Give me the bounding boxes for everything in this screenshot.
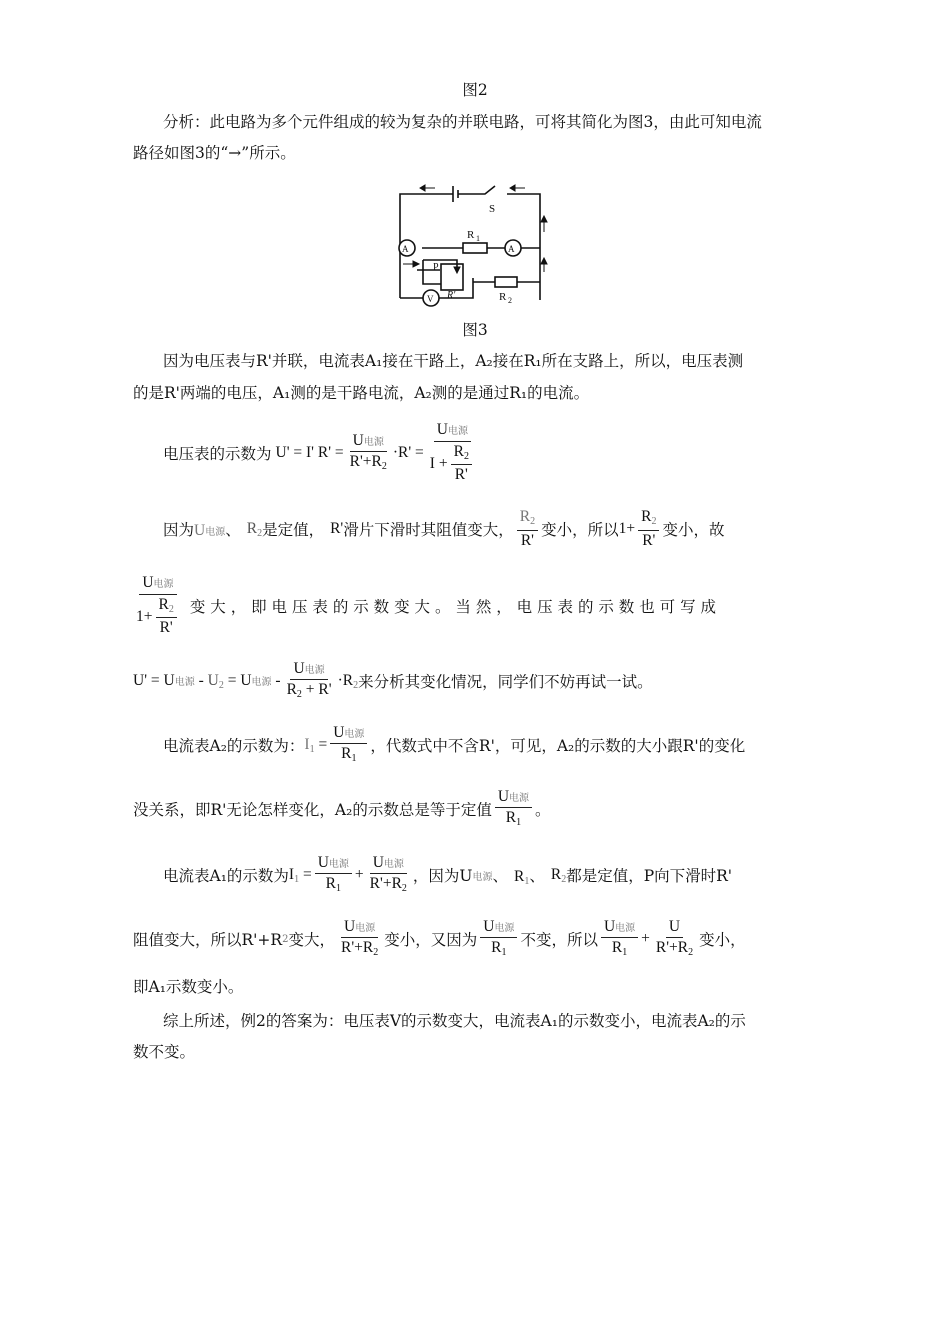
constant-line: 因为 U电源、 R2 是定值， R' 滑片下滑时其阻值变大， $\frac{R2}{R'}$ 变小，所以 1+ $\frac{R2}{R'}$ 变小，故 xyxy=(163,508,725,549)
figure-3-caption: 图3 xyxy=(462,321,488,339)
r1-label: R xyxy=(467,229,475,241)
a2-line-2: 没关系，即R'无论怎样变化，A₂的示数总是等于定值 $\frac{\text{U电源}}{R_1}$ 。 xyxy=(133,788,551,829)
circuit-diagram xyxy=(395,180,555,310)
analysis-line-2: 路径如图3的“→”所示。 xyxy=(133,144,296,162)
a1-label: A xyxy=(402,244,409,254)
alt-expression-line: U' = U电源 - U2 = U电源 - $\frac{\text{U电源}}{R_2 + R'}$ ·R2 来分析其变化情况，同学们不妨再试一试。 xyxy=(133,660,653,701)
because-line-1: 因为电压表与R'并联，电流表A₁接在干路上，A₂接在R₁所在支路上，所以，电压表测 xyxy=(163,352,744,370)
a1-line-2: 阻值变大，所以R'+R 2 变大， $\frac{\text{U电源}}{R'+R_2}$ 变小，又因为 $\frac{\text{U电源}}{R_1}$ 不变，所以 $\frac{\text{U电源}}{R_1}$ + $\frac{U}{R'+R_2}$ 变小， xyxy=(133,918,746,959)
r2-label: R xyxy=(499,291,507,303)
voltmeter-label-text: 电压表的示数为 xyxy=(163,445,272,463)
analysis-line-1: 分析：此电路为多个元件组成的较为复杂的并联电路，可将其简化为图3，由此可知电流 xyxy=(163,113,762,131)
figure-2-caption: 图2 xyxy=(462,81,488,99)
r2-sub: 2 xyxy=(508,296,512,305)
summary-line-2: 数不变。 xyxy=(133,1043,196,1061)
r1-sub: 1 xyxy=(476,234,480,243)
a2-label: A xyxy=(508,244,515,254)
a1-line-3: 即A₁示数变小。 xyxy=(133,978,244,996)
stacked-fraction: U电源 1 + $\frac{R2}{R'}$ xyxy=(133,575,183,636)
because-line-2: 的是R'两端的电压，A₁测的是干路电流，A₂测的是通过R₁的电流。 xyxy=(133,384,590,402)
voltmeter-label: V xyxy=(427,294,434,304)
a1-line-1: 电流表A₁的示数为 I1 = $\frac{\text{U电源}}{R_1}$ + $\frac{\text{U电源}}{R'+R_2}$ ，因为U 电源 、 R1、 R2 都是定值，P向下滑时R' xyxy=(163,854,733,895)
voltmeter-formula-line: 电压表的示数为 U' = I' R' = $\frac{\text{U电源}}{R'+R_2}$ ·R' = U电源 I + $\frac{R_2}{R'}$ xyxy=(163,420,481,486)
a2-line-1: 电流表A₂的示数为： I1 = $\frac{\text{U电源}}{R_1}$ ，代数式中不含R'，可见，A₂的示数的大小跟R'的变化 xyxy=(163,724,746,765)
larger-line: U电源 1 + $\frac{R2}{R'}$ 变 大 ， 即 电 压 表 的 示 数 变 大 。 当 然 ， 电 压 表 的 示 数 也 可 写 成 xyxy=(130,568,818,644)
summary-line-1: 综上所述，例2的答案为：电压表V的示数变大，电流表A₁的示数变小，电流表A₂的示 xyxy=(163,1012,746,1030)
switch-label: S xyxy=(489,203,496,215)
formula-fraction-1: $\frac{\text{U电源}}{R'+R_2}$ xyxy=(349,432,387,473)
rheostat-label: R' xyxy=(447,290,456,301)
formula-fraction-2: U电源 I + $\frac{R_2}{R'}$ xyxy=(427,422,478,483)
slider-p-label: P xyxy=(433,262,439,273)
